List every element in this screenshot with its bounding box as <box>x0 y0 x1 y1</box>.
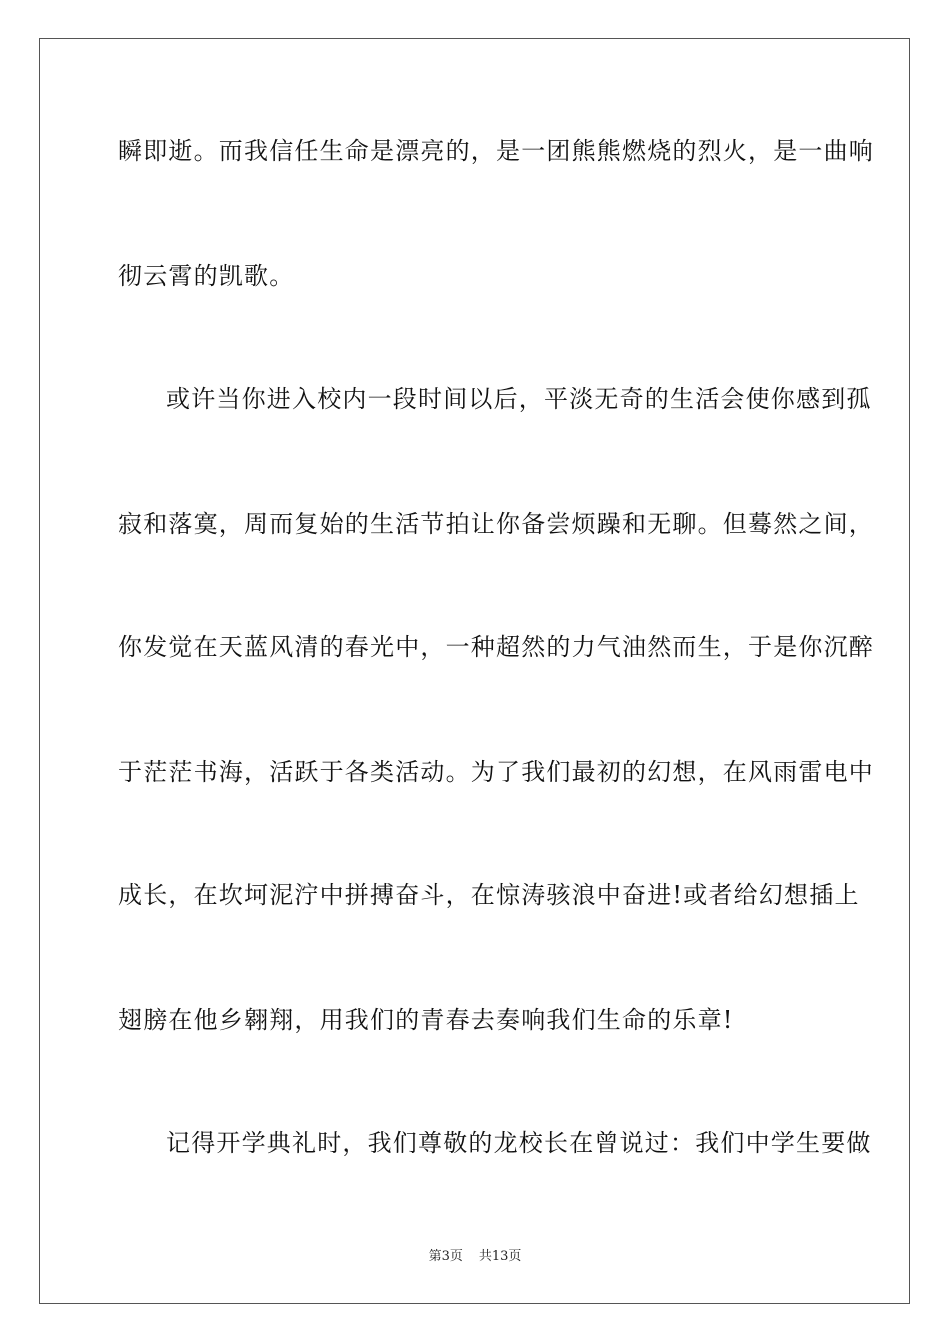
text-line: 成长，在坎坷泥泞中拼搏奋斗，在惊涛骇浪中奋进!或者给幻想插上 <box>118 881 860 909</box>
page-footer <box>0 1249 950 1265</box>
page-frame <box>39 38 910 1304</box>
text-line: 寂和落寞，周而复始的生活节拍让你备尝烦躁和无聊。但蓦然之间， <box>118 510 874 538</box>
text-line: 于茫茫书海，活跃于各类活动。为了我们最初的幻想，在风雨雷电中 <box>118 758 874 786</box>
total-pages: 共13页 <box>478 1249 522 1264</box>
text-line: 记得开学典礼时，我们尊敬的龙校长在曾说过：我们中学生要做 <box>166 1129 872 1157</box>
text-line: 翅膀在他乡翱翔，用我们的青春去奏响我们生命的乐章! <box>118 1006 734 1034</box>
page-number: 第3页 <box>428 1249 463 1264</box>
text-line: 或许当你进入校内一段时间以后，平淡无奇的生活会使你感到孤 <box>166 385 872 413</box>
text-line: 瞬即逝。而我信任生命是漂亮的，是一团熊熊燃烧的烈火，是一曲响 <box>118 137 874 165</box>
text-line: 你发觉在天蓝风清的春光中，一种超然的力气油然而生，于是你沉醉 <box>118 633 874 661</box>
text-line: 彻云霄的凯歌。 <box>118 262 295 290</box>
